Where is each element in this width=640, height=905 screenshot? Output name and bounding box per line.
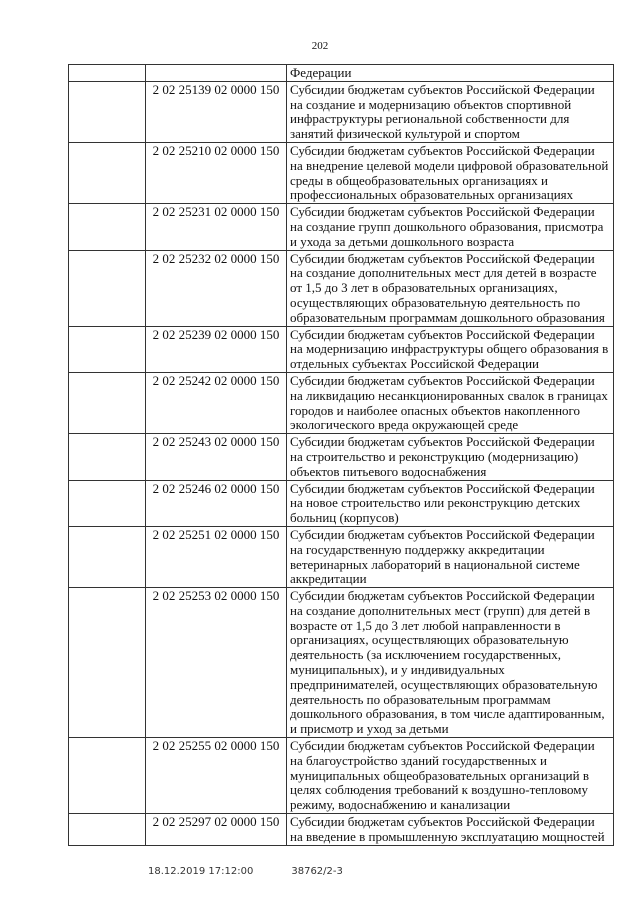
cell-code: 2 02 25297 02 0000 150 xyxy=(146,814,287,846)
cell-name: Субсидии бюджетам субъектов Российской Федерации на государственную поддержку аккредитации ветеринарных лабораторий в национальной системе аккредитации xyxy=(287,526,614,587)
cell-blank xyxy=(69,81,146,142)
cell-name: Субсидии бюджетам субъектов Российской Федерации на создание и модернизацию объектов спортивной инфраструктуры региональной собственности для занятий физической культурой и спортом xyxy=(287,81,614,142)
cell-blank xyxy=(69,526,146,587)
cell-blank xyxy=(69,480,146,526)
cell-code: 2 02 25255 02 0000 150 xyxy=(146,738,287,814)
cell-blank xyxy=(69,142,146,203)
cell-code: 2 02 25246 02 0000 150 xyxy=(146,480,287,526)
cell-blank xyxy=(69,204,146,250)
footer xyxy=(148,866,343,877)
cell-name: Субсидии бюджетам субъектов Российской Федерации на ликвидацию несанкционированных свалок в границах городов и наиболее опасных объектов накопленного экологического вреда окружающей среде xyxy=(287,372,614,433)
cell-blank xyxy=(69,372,146,433)
table-row xyxy=(69,814,614,846)
cell-code: 2 02 25251 02 0000 150 xyxy=(146,526,287,587)
table-row xyxy=(69,81,614,142)
cell-code xyxy=(146,65,287,82)
cell-code: 2 02 25231 02 0000 150 xyxy=(146,204,287,250)
table-row xyxy=(69,526,614,587)
cell-name: Субсидии бюджетам субъектов Российской Федерации на создание дополнительных мест (групп) для детей в возрасте от 1,5 до 3 лет любой направленности в организациях, осуществляющих образовательную деятельность (за исключением государственных, муниципальных), и у индивидуальных предпринимателей, осуществляющих образовательную деятельность по образовательным программам дошкольного образования, в том числе адаптированным, и присмотр и уход за детьми xyxy=(287,588,614,738)
cell-blank xyxy=(69,588,146,738)
page-number: 202 xyxy=(311,40,329,52)
table-row xyxy=(69,65,614,82)
cell-name: Субсидии бюджетам субъектов Российской Федерации на модернизацию инфраструктуры общего образования в отдельных субъектах Российской Федерации xyxy=(287,326,614,372)
cell-code: 2 02 25139 02 0000 150 xyxy=(146,81,287,142)
footer-timestamp: 18.12.2019 17:12:00 xyxy=(148,866,254,877)
table-row xyxy=(69,434,614,480)
cell-blank xyxy=(69,814,146,846)
table-row xyxy=(69,326,614,372)
cell-name: Субсидии бюджетам субъектов Российской Федерации на благоустройство зданий государственных и муниципальных общеобразовательных организаций в целях соблюдения требований к воздушно-тепловому режиму, водоснабжению и канализации xyxy=(287,738,614,814)
cell-code: 2 02 25239 02 0000 150 xyxy=(146,326,287,372)
table-body xyxy=(69,65,614,846)
table-row xyxy=(69,250,614,326)
cell-code: 2 02 25232 02 0000 150 xyxy=(146,250,287,326)
cell-name: Субсидии бюджетам субъектов Российской Федерации на введение в промышленную эксплуатацию мощностей xyxy=(287,814,614,846)
table-row xyxy=(69,204,614,250)
cell-code: 2 02 25253 02 0000 150 xyxy=(146,588,287,738)
cell-blank xyxy=(69,326,146,372)
cell-name: Субсидии бюджетам субъектов Российской Федерации на новое строительство или реконструкцию детских больниц (корпусов) xyxy=(287,480,614,526)
table-row xyxy=(69,372,614,433)
table-row xyxy=(69,588,614,738)
cell-name: Субсидии бюджетам субъектов Российской Федерации на внедрение целевой модели цифровой образовательной среды в общеобразовательных организациях и профессиональных образовательных организациях xyxy=(287,142,614,203)
cell-blank xyxy=(69,250,146,326)
cell-code: 2 02 25243 02 0000 150 xyxy=(146,434,287,480)
cell-name: Федерации xyxy=(287,65,614,82)
cell-code: 2 02 25210 02 0000 150 xyxy=(146,142,287,203)
table-row xyxy=(69,738,614,814)
cell-blank xyxy=(69,65,146,82)
cell-name: Субсидии бюджетам субъектов Российской Федерации на создание групп дошкольного образования, присмотра и ухода за детьми дошкольного возраста xyxy=(287,204,614,250)
cell-name: Субсидии бюджетам субъектов Российской Федерации на создание дополнительных мест для детей в возрасте от 1,5 до 3 лет в образовательных организациях, осуществляющих образовательную деятельность по образовательным программам дошкольного образования xyxy=(287,250,614,326)
cell-name: Субсидии бюджетам субъектов Российской Федерации на строительство и реконструкцию (модернизацию) объектов питьевого водоснабжения xyxy=(287,434,614,480)
footer-document-id: 38762/2-3 xyxy=(291,866,343,877)
cell-blank xyxy=(69,738,146,814)
cell-code: 2 02 25242 02 0000 150 xyxy=(146,372,287,433)
cell-blank xyxy=(69,434,146,480)
budget-classification-table xyxy=(68,64,614,846)
table-row xyxy=(69,142,614,203)
table-row xyxy=(69,480,614,526)
